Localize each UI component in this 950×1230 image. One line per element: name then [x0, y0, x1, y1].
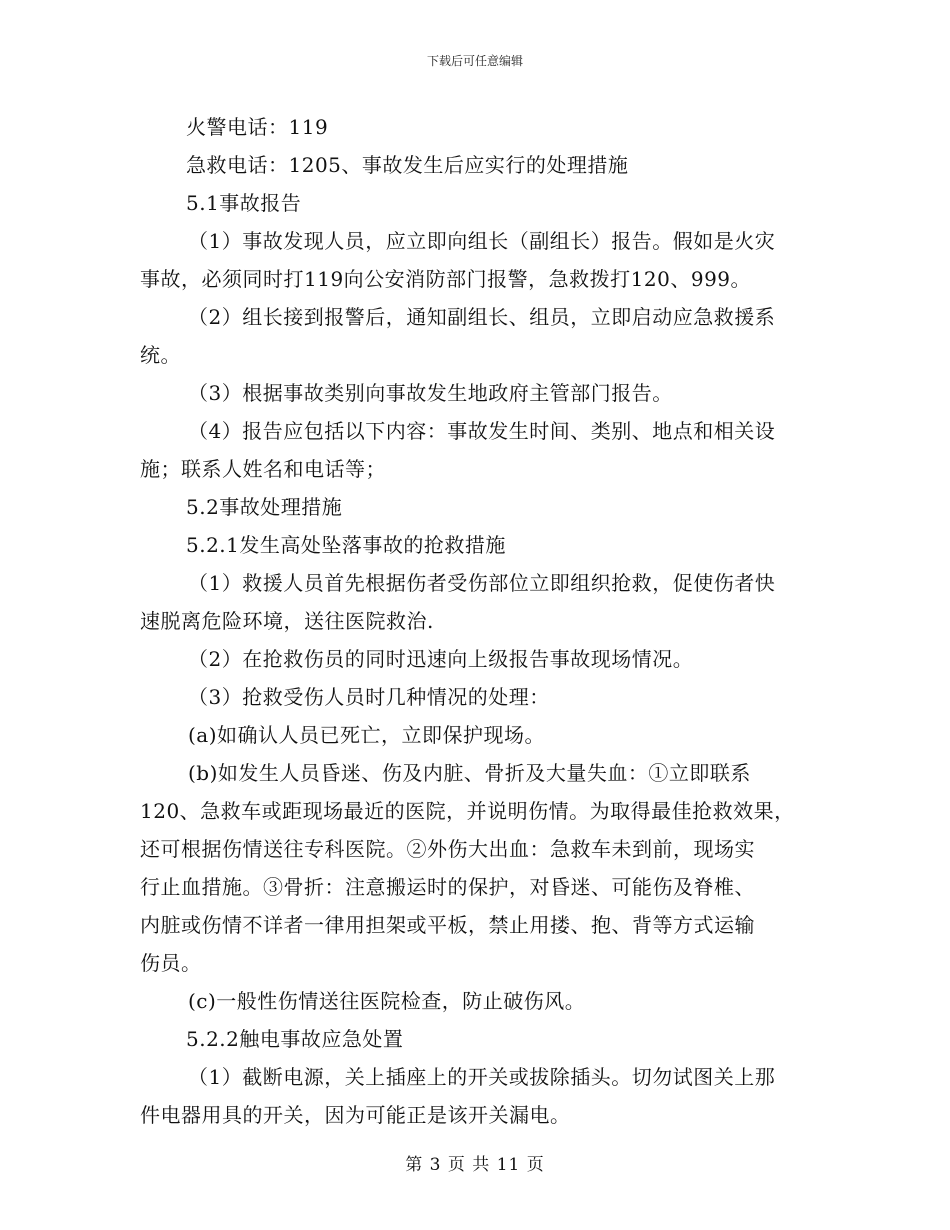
paragraph-line: 统。	[140, 343, 181, 367]
paragraph-line: （4）报告应包括以下内容：事故发生时间、类别、地点和相关设	[188, 419, 776, 443]
paragraph-line: （2）组长接到报警后，通知副组长、组员，立即启动应急救援系	[188, 305, 776, 329]
section-5-1-heading: 5.1事故报告	[186, 191, 302, 215]
document-body	[140, 108, 812, 1134]
paragraph-line: 施；联系人姓名和电话等；	[140, 457, 386, 481]
fire-phone-line: 火警电话：119	[186, 115, 329, 139]
paragraph-line: 件电器用具的开关，因为可能正是该开关漏电。	[140, 1103, 571, 1127]
page-number-footer: 第 3 页 共 11 页	[405, 1155, 545, 1175]
paragraph-line: 还可根据伤情送往专科医院。②外伤大出血：急救车未到前，现场实	[140, 837, 755, 861]
paragraph-line: 伤员。	[140, 951, 202, 975]
paragraph-line: 内脏或伤情不详者一律用担架或平板，禁止用搂、抱、背等方式运输	[140, 913, 755, 937]
paragraph-line: 速脱离危险环境，送往医院救治.	[140, 609, 434, 633]
page-header: 下载后可任意编辑	[426, 54, 523, 68]
paragraph-line: (b)如发生人员昏迷、伤及内脏、骨折及大量失血：①立即联系	[188, 761, 751, 785]
paragraph-line: （2）在抢救伤员的同时迅速向上级报告事故现场情况。	[188, 647, 694, 671]
paragraph-line: （1）救援人员首先根据伤者受伤部位立即组织抢救，促使伤者快	[188, 571, 776, 595]
paragraph-line: 120、急救车或距现场最近的医院，并说明伤情。为取得最佳抢救效果，	[140, 799, 795, 823]
section-5-2-1-heading: 5.2.1发生高处坠落事故的抢救措施	[186, 533, 506, 557]
paragraph-line: (c)一般性伤情送往医院检查，防止破伤风。	[188, 989, 586, 1013]
section-5-2-heading: 5.2事故处理措施	[186, 495, 343, 519]
paragraph-line: （1）事故发现人员，应立即向组长（副组长）报告。假如是火灾	[188, 229, 776, 253]
paragraph-line: （3）根据事故类别向事故发生地政府主管部门报告。	[188, 381, 673, 405]
paragraph-line: (a)如确认人员已死亡，立即保护现场。	[188, 723, 546, 747]
paragraph-line: （3）抢救受伤人员时几种情况的处理：	[188, 685, 550, 709]
paragraph-line: 事故，必须同时打119向公安消防部门报警，急救拨打120、999。	[140, 267, 752, 291]
paragraph-line: 行止血措施。③骨折：注意搬运时的保护，对昏迷、可能伤及脊椎、	[140, 875, 755, 899]
paragraph-line: （1）截断电源，关上插座上的开关或拔除插头。切勿试图关上那	[188, 1065, 776, 1089]
emergency-phone-line: 急救电话：1205、事故发生后应实行的处理措施	[186, 153, 629, 177]
section-5-2-2-heading: 5.2.2触电事故应急处置	[186, 1027, 404, 1051]
